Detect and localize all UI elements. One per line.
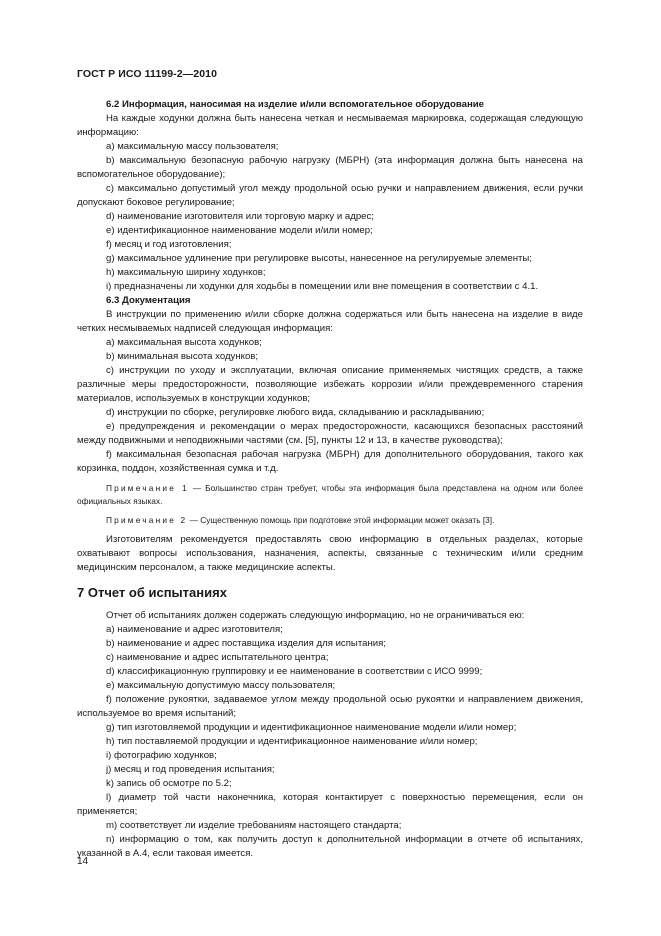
section-7-intro: Отчет об испытаниях должен содержать следующую информацию, но не ограничиваться ею: xyxy=(106,610,525,621)
section-6-2-intro: На каждые ходунки должна быть нанесена четкая и несмываемая маркировка, содержащая следующую информацию: xyxy=(77,113,583,138)
section-6-3-closing: Изготовителям рекомендуется предоставлять свою информацию в отдельных разделах, которые охватывают вопросы использования, назначения, аспекты, связанные с техническим и/или средним медицинским персоналом, а также медицинские аспекты. xyxy=(77,534,583,573)
page-content xyxy=(77,98,583,861)
section-6-3-intro: В инструкции по применению и/или сборке должна содержаться или быть нанесена на изделие в виде четких несмываемых надписей следующая информация: xyxy=(77,309,583,334)
list-item: e) идентификационное наименование модели и/или номер; xyxy=(106,225,373,236)
section-6-2-heading: 6.2 Информация, наносимая на изделие и/или вспомогательное оборудование xyxy=(106,99,484,110)
list-item: m) соответствует ли изделие требованиям настоящего стандарта; xyxy=(106,820,402,831)
list-item: c) инструкции по уходу и эксплуатации, включая описание применяемых чистящих средств, а также различные меры предосторожности, позволяющие избежать коррозии и/или преждевременного старения материалов, используемых в конструкции ходунков; xyxy=(77,365,583,404)
note-2 xyxy=(77,514,583,527)
list-item: n) информацию о том, как получить доступ к дополнительной информации в отчете об испытаниях, указанной в А.4, если таковая имеется. xyxy=(77,834,583,859)
list-item: c) максимально допустимый угол между продольной осью ручки и направлением движения, если ручки допускают боковое регулирование; xyxy=(77,183,583,208)
list-item: h) максимальную ширину ходунков; xyxy=(106,267,266,278)
list-item: b) наименование и адрес поставщика изделия для испытания; xyxy=(106,638,386,649)
list-item: l) диаметр той части наконечника, которая контактирует с поверхностью перемещения, если он применяется; xyxy=(77,792,583,817)
list-item: i) предназначены ли ходунки для ходьбы в помещении или вне помещения в соответствии с 4.1. xyxy=(106,281,539,292)
list-item: d) инструкции по сборке, регулировке любого вида, складыванию и раскладыванию; xyxy=(106,407,485,418)
note-1-label: Примечание 1 xyxy=(106,483,189,493)
list-item: d) классификационную группировку и ее наименование в соответствии с ИСО 9999; xyxy=(106,666,483,677)
list-item: b) максимальную безопасную рабочую нагрузку (МБРН) (эта информация должна быть нанесена на вспомогательное оборудование); xyxy=(77,155,583,180)
section-6-3-heading: 6.3 Документация xyxy=(106,295,191,306)
list-item: h) тип поставляемой продукции и идентификационное наименование и/или номер; xyxy=(106,736,478,747)
list-item: a) максимальная высота ходунков; xyxy=(106,337,262,348)
list-item: j) месяц и год проведения испытания; xyxy=(106,764,275,775)
list-item: d) наименование изготовителя или торговую марку и адрес; xyxy=(106,211,374,222)
note-2-label: Примечание 2 xyxy=(106,515,188,525)
list-item: f) положение рукоятки, задаваемое углом между продольной осью рукоятки и направлением движения, используемое во время испытаний; xyxy=(77,694,583,719)
list-item: g) максимальное удлинение при регулировке высоты, нанесенное на регулируемые элементы; xyxy=(106,253,532,264)
section-7-heading: 7 Отчет об испытаниях xyxy=(77,585,227,600)
list-item: f) максимальная безопасная рабочая нагрузка (МБРН) для дополнительного оборудования, такого как корзинка, поддон, хозяйственная сумка и т.д. xyxy=(77,449,583,474)
list-item: i) фотографию ходунков; xyxy=(106,750,217,761)
list-item: e) предупреждения и рекомендации о мерах предосторожности, касающихся безопасных расстояний между подвижными и неподвижными частями (см. [5], пункты 12 и 13, в качестве руководства); xyxy=(77,421,583,446)
note-1-text: — Большинство стран требует, чтобы эта информация была представлена на одном или более официальных языках. xyxy=(77,483,583,506)
list-item: b) минимальная высота ходунков; xyxy=(106,351,259,362)
list-item: f) месяц и год изготовления; xyxy=(106,239,232,250)
list-item: a) наименование и адрес изготовителя; xyxy=(106,624,283,635)
list-item: a) максимальную массу пользователя; xyxy=(106,141,279,152)
document-header: ГОСТ Р ИСО 11199-2—2010 xyxy=(77,68,218,80)
note-2-text: — Существенную помощь при подготовке этой информации может оказать [3]. xyxy=(187,515,495,525)
list-item: e) максимальную допустимую массу пользователя; xyxy=(106,680,336,691)
list-item: g) тип изготовляемой продукции и идентификационное наименование модели и/или номер; xyxy=(106,722,517,733)
note-1 xyxy=(77,482,583,508)
list-item: k) запись об осмотре по 5.2; xyxy=(106,778,232,789)
list-item: c) наименование и адрес испытательного центра; xyxy=(106,652,329,663)
page-number: 14 xyxy=(77,856,89,867)
